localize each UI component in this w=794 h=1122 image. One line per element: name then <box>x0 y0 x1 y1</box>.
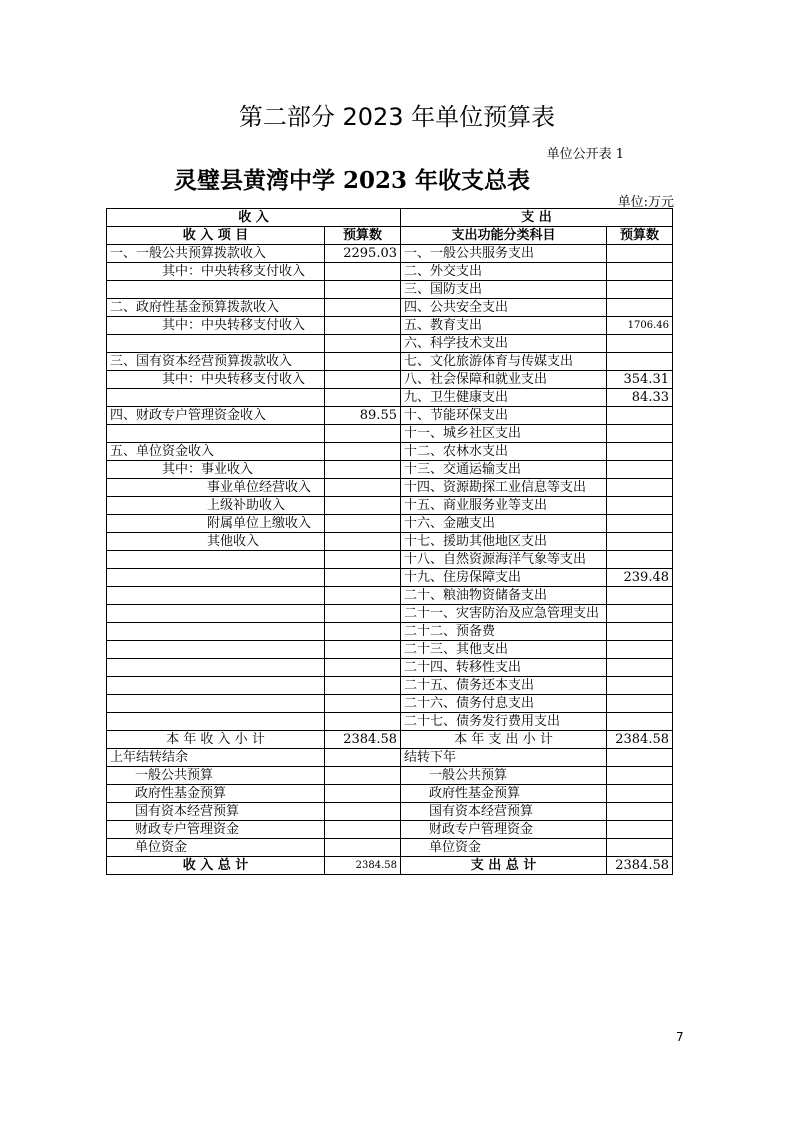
table-row <box>107 569 673 587</box>
page-title: 灵璧县黄湾中学 2023 年收支总表 <box>174 167 531 194</box>
income-value <box>325 551 401 569</box>
table-row <box>107 659 673 677</box>
expense-item: 五、教育支出 <box>401 317 607 335</box>
income-value <box>325 263 401 281</box>
col-income-budget: 预算数 <box>325 227 401 245</box>
table-row <box>107 389 673 407</box>
expense-item: 二十二、预备费 <box>401 623 607 641</box>
expense-value <box>607 533 673 551</box>
expense-value <box>607 515 673 533</box>
budget-table <box>106 208 673 875</box>
expense-item: 二十五、债务还本支出 <box>401 677 607 695</box>
carry-expense-item: 一般公共预算 <box>401 767 607 785</box>
income-value <box>325 335 401 353</box>
expense-subtotal-label: 本 年 支 出 小 计 <box>401 731 607 749</box>
income-item: 附属单位上缴收入 <box>107 515 325 533</box>
expense-value <box>607 623 673 641</box>
income-item: 其中：中央转移支付收入 <box>107 371 325 389</box>
expense-value <box>607 299 673 317</box>
expense-value <box>607 587 673 605</box>
expense-item: 二十、粮油物资储备支出 <box>401 587 607 605</box>
table-row <box>107 623 673 641</box>
income-value <box>325 299 401 317</box>
col-expense-item: 支出功能分类科目 <box>401 227 607 245</box>
expense-value <box>607 497 673 515</box>
carry-expense-item: 结转下年 <box>401 749 607 767</box>
expense-value <box>607 641 673 659</box>
col-expense-budget: 预算数 <box>607 227 673 245</box>
carry-income-item: 一般公共预算 <box>107 767 325 785</box>
subtotal-row <box>107 731 673 749</box>
expense-item: 二、外交支出 <box>401 263 607 281</box>
col-income-item: 收 入 项 目 <box>107 227 325 245</box>
table-row <box>107 605 673 623</box>
expense-item: 十八、自然资源海洋气象等支出 <box>401 551 607 569</box>
table-row <box>107 407 673 425</box>
income-value <box>325 497 401 515</box>
income-item <box>107 281 325 299</box>
expense-value <box>607 605 673 623</box>
income-value <box>325 641 401 659</box>
table-row <box>107 533 673 551</box>
income-value <box>325 281 401 299</box>
income-value <box>325 353 401 371</box>
expense-item: 二十七、债务发行费用支出 <box>401 713 607 731</box>
income-value <box>325 659 401 677</box>
income-value <box>325 713 401 731</box>
expense-item: 十五、商业服务业等支出 <box>401 497 607 515</box>
carry-income-item: 上年结转结余 <box>107 749 325 767</box>
part-title: 第二部分 2023 年单位预算表 <box>238 103 556 131</box>
table-row <box>107 443 673 461</box>
carry-row <box>107 749 673 767</box>
income-item <box>107 389 325 407</box>
table-row <box>107 587 673 605</box>
income-value <box>325 623 401 641</box>
expense-value <box>607 659 673 677</box>
table-row <box>107 677 673 695</box>
table-row <box>107 479 673 497</box>
expense-item: 十四、资源勘探工业信息等支出 <box>401 479 607 497</box>
income-total-label: 收 入 总 计 <box>107 857 325 875</box>
income-item <box>107 335 325 353</box>
income-value <box>325 479 401 497</box>
income-item <box>107 659 325 677</box>
table-row <box>107 551 673 569</box>
total-row <box>107 857 673 875</box>
carry-income-item: 政府性基金预算 <box>107 785 325 803</box>
carry-income-item: 财政专户管理资金 <box>107 821 325 839</box>
income-item <box>107 623 325 641</box>
income-item <box>107 425 325 443</box>
table-row <box>107 515 673 533</box>
expense-item: 四、公共安全支出 <box>401 299 607 317</box>
page-number: 7 <box>676 1030 684 1044</box>
expense-value <box>607 281 673 299</box>
table-row <box>107 335 673 353</box>
table-row <box>107 263 673 281</box>
income-item: 事业单位经营收入 <box>107 479 325 497</box>
carry-row <box>107 821 673 839</box>
carry-expense-item: 单位资金 <box>401 839 607 857</box>
income-subtotal-value: 2384.58 <box>325 731 401 749</box>
expense-value <box>607 245 673 263</box>
expense-item: 二十四、转移性支出 <box>401 659 607 677</box>
income-value <box>325 569 401 587</box>
income-item: 上级补助收入 <box>107 497 325 515</box>
carry-expense-item: 财政专户管理资金 <box>401 821 607 839</box>
income-subtotal-label: 本 年 收 入 小 计 <box>107 731 325 749</box>
column-header-row <box>107 227 673 245</box>
expense-value: 239.48 <box>607 569 673 587</box>
carry-expense-item: 政府性基金预算 <box>401 785 607 803</box>
group-header-row <box>107 209 673 227</box>
income-value <box>325 533 401 551</box>
carry-row <box>107 785 673 803</box>
table-row <box>107 497 673 515</box>
expense-value <box>607 335 673 353</box>
expense-value: 1706.46 <box>607 317 673 335</box>
expense-value <box>607 479 673 497</box>
expense-item: 三、国防支出 <box>401 281 607 299</box>
income-item: 其他收入 <box>107 533 325 551</box>
unit-label: 单位:万元 <box>617 195 674 210</box>
expense-item: 一、一般公共服务支出 <box>401 245 607 263</box>
expense-item: 十、节能环保支出 <box>401 407 607 425</box>
income-total-value: 2384.58 <box>325 857 401 875</box>
income-group-header: 收 入 <box>107 209 401 227</box>
expense-item: 二十三、其他支出 <box>401 641 607 659</box>
income-value <box>325 677 401 695</box>
expense-item: 十六、金融支出 <box>401 515 607 533</box>
expense-item: 十三、交通运输支出 <box>401 461 607 479</box>
expense-value: 84.33 <box>607 389 673 407</box>
table-row <box>107 461 673 479</box>
income-item <box>107 713 325 731</box>
expense-item: 二十六、债务付息支出 <box>401 695 607 713</box>
income-item: 其中：事业收入 <box>107 461 325 479</box>
income-item: 四、财政专户管理资金收入 <box>107 407 325 425</box>
income-item <box>107 551 325 569</box>
income-value <box>325 371 401 389</box>
table-row <box>107 371 673 389</box>
table-row <box>107 695 673 713</box>
table-row <box>107 353 673 371</box>
expense-item: 十一、城乡社区支出 <box>401 425 607 443</box>
income-item: 五、单位资金收入 <box>107 443 325 461</box>
income-value <box>325 515 401 533</box>
income-value <box>325 443 401 461</box>
expense-value <box>607 443 673 461</box>
income-value <box>325 605 401 623</box>
carry-row <box>107 839 673 857</box>
expense-value <box>607 461 673 479</box>
expense-item: 十二、农林水支出 <box>401 443 607 461</box>
income-item <box>107 587 325 605</box>
income-value <box>325 317 401 335</box>
income-value <box>325 695 401 713</box>
expense-item: 六、科学技术支出 <box>401 335 607 353</box>
carry-expense-item: 国有资本经营预算 <box>401 803 607 821</box>
expense-item: 十九、住房保障支出 <box>401 569 607 587</box>
expense-value <box>607 695 673 713</box>
income-value <box>325 389 401 407</box>
table-number: 单位公开表 1 <box>546 147 624 162</box>
income-value: 89.55 <box>325 407 401 425</box>
carry-row <box>107 767 673 785</box>
expense-value <box>607 263 673 281</box>
income-item: 其中：中央转移支付收入 <box>107 263 325 281</box>
income-value: 2295.03 <box>325 245 401 263</box>
income-item <box>107 641 325 659</box>
expense-value <box>607 677 673 695</box>
expense-subtotal-value: 2384.58 <box>607 731 673 749</box>
expense-value <box>607 713 673 731</box>
expense-value: 354.31 <box>607 371 673 389</box>
table-row <box>107 641 673 659</box>
table-row <box>107 281 673 299</box>
expense-item: 九、卫生健康支出 <box>401 389 607 407</box>
income-item <box>107 677 325 695</box>
income-item: 二、政府性基金预算拨款收入 <box>107 299 325 317</box>
expense-value <box>607 551 673 569</box>
income-item: 其中：中央转移支付收入 <box>107 317 325 335</box>
carry-income-item: 国有资本经营预算 <box>107 803 325 821</box>
table-row <box>107 245 673 263</box>
income-item: 一、一般公共预算拨款收入 <box>107 245 325 263</box>
income-item <box>107 605 325 623</box>
income-item <box>107 695 325 713</box>
income-value <box>325 461 401 479</box>
income-value <box>325 587 401 605</box>
carry-income-item: 单位资金 <box>107 839 325 857</box>
expense-group-header: 支 出 <box>401 209 673 227</box>
income-value <box>325 425 401 443</box>
expense-value <box>607 353 673 371</box>
expense-total-label: 支 出 总 计 <box>401 857 607 875</box>
table-row <box>107 299 673 317</box>
income-item <box>107 569 325 587</box>
expense-total-value: 2384.58 <box>607 857 673 875</box>
table-row <box>107 713 673 731</box>
income-item: 三、国有资本经营预算拨款收入 <box>107 353 325 371</box>
expense-item: 八、社会保障和就业支出 <box>401 371 607 389</box>
carry-row <box>107 803 673 821</box>
table-row <box>107 317 673 335</box>
expense-value <box>607 425 673 443</box>
expense-item: 十七、援助其他地区支出 <box>401 533 607 551</box>
expense-item: 七、文化旅游体育与传媒支出 <box>401 353 607 371</box>
table-row <box>107 425 673 443</box>
expense-value <box>607 407 673 425</box>
expense-item: 二十一、灾害防治及应急管理支出 <box>401 605 607 623</box>
